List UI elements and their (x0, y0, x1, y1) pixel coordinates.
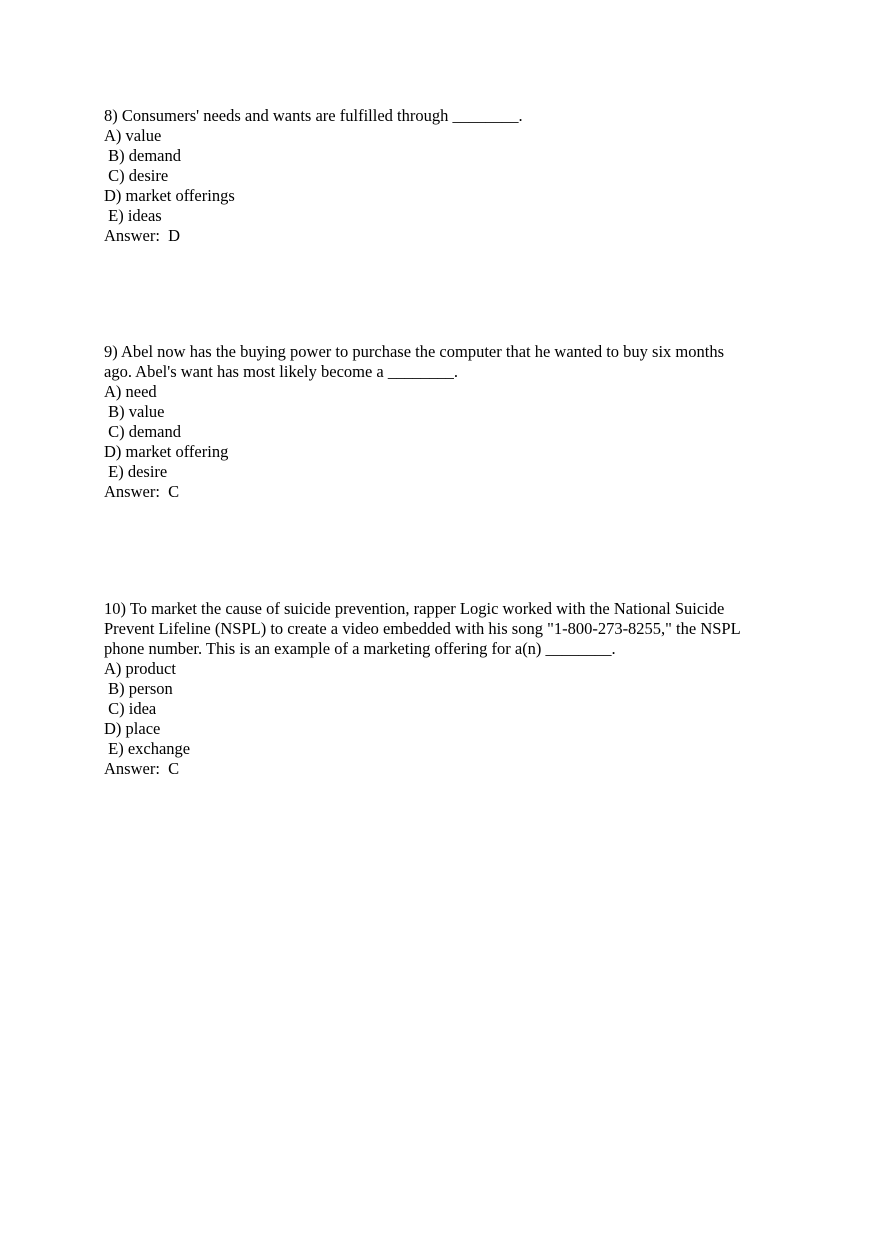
stem-line: 10) To market the cause of suicide prevention, rapper Logic worked with the National Suicide (104, 599, 725, 618)
stem-line: ago. Abel's want has most likely become a ________. (104, 362, 458, 381)
question-stem (104, 106, 784, 126)
option-c: C) demand (104, 422, 181, 441)
option-b: B) value (104, 402, 165, 421)
stem-line: 9) Abel now has the buying power to purchase the computer that he wanted to buy six months (104, 342, 724, 361)
question-8 (104, 106, 784, 246)
stem-line: 8) Consumers' needs and wants are fulfilled through ________. (104, 106, 523, 125)
answer-line: Answer: C (104, 482, 180, 501)
option-c: C) desire (104, 166, 169, 185)
option-d: D) market offerings (104, 186, 235, 205)
option-a: A) value (104, 126, 162, 145)
option-e: E) ideas (104, 206, 162, 225)
question-stem (104, 599, 784, 659)
stem-line: Prevent Lifeline (NSPL) to create a video embedded with his song "1-800-273-8255," the NSPL (104, 619, 741, 638)
option-e: E) desire (104, 462, 168, 481)
option-a: A) product (104, 659, 176, 678)
option-d: D) place (104, 719, 161, 738)
option-b: B) demand (104, 146, 181, 165)
question-9 (104, 342, 784, 502)
answer-line: Answer: C (104, 759, 180, 778)
question-10 (104, 599, 784, 779)
option-d: D) market offering (104, 442, 229, 461)
question-stem (104, 342, 784, 382)
stem-line: phone number. This is an example of a marketing offering for a(n) ________. (104, 639, 616, 658)
option-e: E) exchange (104, 739, 191, 758)
answer-line: Answer: D (104, 226, 181, 245)
option-a: A) need (104, 382, 157, 401)
option-c: C) idea (104, 699, 157, 718)
option-b: B) person (104, 679, 173, 698)
